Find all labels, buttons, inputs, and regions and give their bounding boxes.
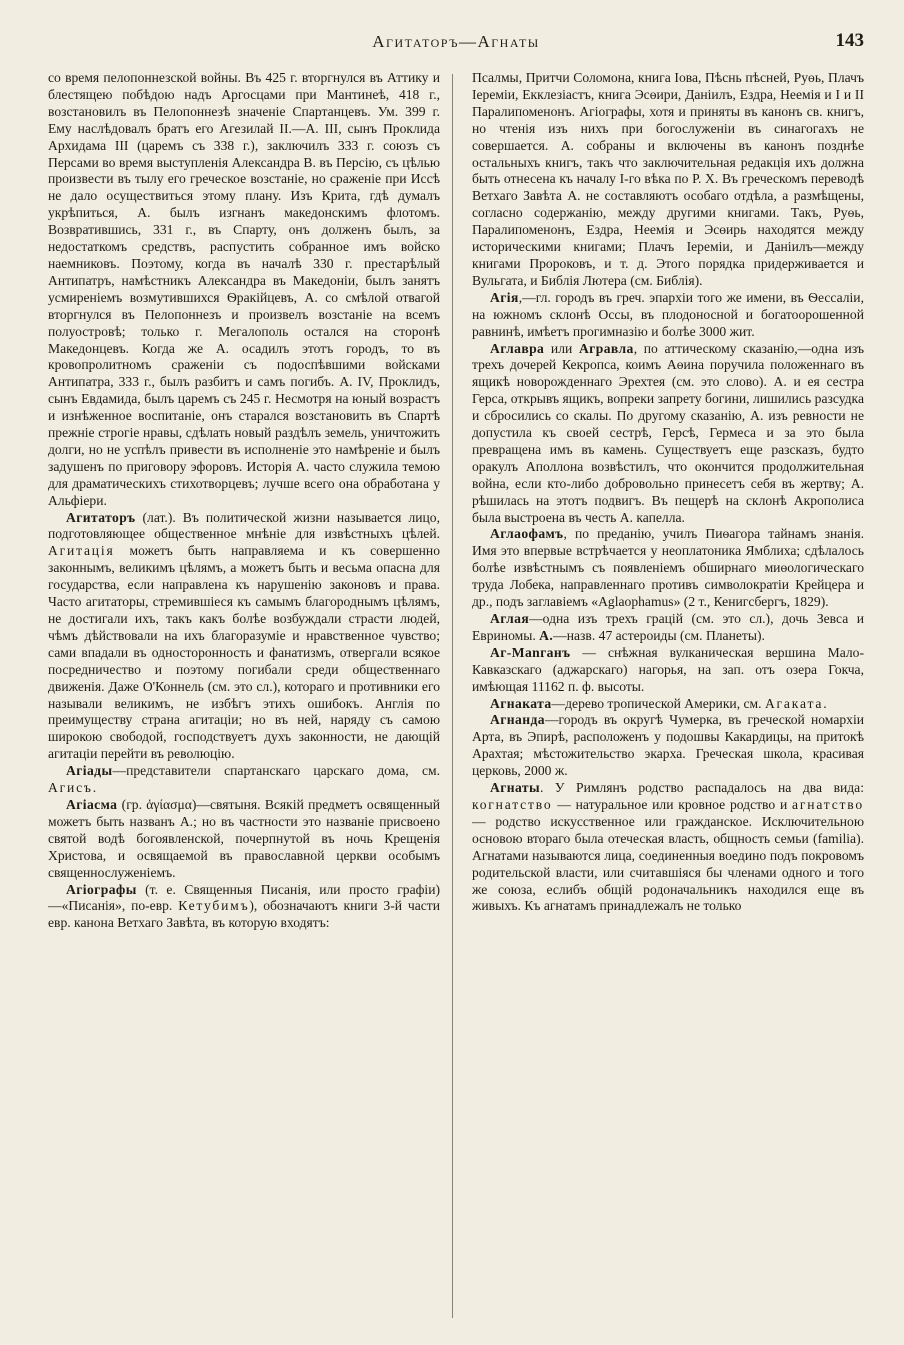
- text-columns: [48, 70, 864, 1320]
- entry-headword: Агія: [490, 289, 519, 305]
- entry-headword: Агнанда: [490, 712, 545, 728]
- continued-paragraph: Псалмы, Притчи Соломона, книга Іова, Пѣснь пѣсней, Руѳь, Плачъ Іереміи, Екклезіастъ, книга Эсѳири, Даніилъ, Ездра, Неемія и I и II Паралипоменонъ. Агіографы, хотя и приняты въ канонъ св. книгъ, но чтенія изъ нихъ при богослуженіи въ синагогахъ не совершается. А. собраны и включены въ канонъ позднѣе остальныхъ книгъ, такъ что заключительная редакція ихъ должна быть отнесена къ началу I-го вѣка по Р. Х. Въ греческомъ переводѣ Ветхаго Завѣта А. не составляютъ особаго отдѣла, а размѣщены, согласно содержанію, между другими книгами. Такъ, Руѳь, Паралипоменонъ, Ездра, Неемія и Эсѳирь находятся между историческими книгами; Плачъ Іереміи, и Даніилъ—между книгами Пророковъ, и т. д. Этого порядка придерживается и Вульгата, и Библія Лютера (см. Библія).: [472, 70, 864, 288]
- abbreviation: А.: [539, 627, 554, 643]
- entry-aglavra: Аглавра или Агравла, по аттическому сказанію,—одна изъ трехъ дочерей Кекропса, коимъ Аѳина поручила положеннаго въ ящикѣ новорожденнаго Эрехтея (см. это слово). А. и ея сестра Герса, открывъ ящикъ, вопреки запрету богини, лишились разсудка и сбросились со скалы. По другому сказанію, А. изъ ревности не допустила къ своей сестрѣ, Герсѣ, Гермеса и за это была превращена имъ въ камень. Существуетъ еще разсказъ, будто оракулъ Аполлона возвѣстилъ, что окончится продолжительная война, если кто-либо добровольно принесетъ себя въ жертву; А. рѣшилась на этотъ подвигъ. Въ пещерѣ на склонѣ Акрополиса была выстроена въ честь А. капелла.: [472, 340, 864, 525]
- entry-agiasma: Агіасма (гр. ἁγίασμα)—святыня. Всякій предметъ освященный можетъ быть названъ А.; но въ частности это названіе присвоено святой водѣ богоявленской, почерпнутой въ ночь Крещенія Христова, и освящаемой въ православной церкви особымъ священнослуженіемъ.: [48, 796, 440, 880]
- running-head: Агитаторъ—Агнаты: [372, 32, 540, 51]
- entry-agnaty: Агнаты. У Римлянъ родство распадалось на два вида: когнатство — натуральное или кровное родство и агнатство — родство искусственное или гражданское. Исключительною основою втораго была отеческая власть, общность семьи (familia). Агнатами называются лица, соединенныя воедино подъ покровомъ родительской власти, или считавшіяся бы членами одного и того же союза, еслибъ общій родоначальникъ находился еще въ живыхъ. Къ агнатамъ принадлежалъ не только: [472, 780, 864, 914]
- entry-agnanda: Агнанда—городъ въ округѣ Чумерка, въ греческой номархіи Арта, въ Эпирѣ, расположенъ у подошвы Какардицы, на притокѣ Арахтая; мѣстожительство экарха. Греческая школа, красивая церковь, 2000 ж.: [472, 712, 864, 779]
- entry-agiografy: Агіографы (т. е. Священныя Писанія, или просто графіи)—«Писанія», по-евр. Кетубимъ), обозначаютъ книги 3-й части евр. канона Ветхаго Завѣта, въ которую входятъ:: [48, 881, 440, 931]
- entry-agnakata: Агнаката—дерево тропической Америки, см. Агаката.: [490, 695, 827, 711]
- entry-headword: Агитаторъ: [66, 509, 136, 525]
- page-number: 143: [835, 30, 864, 51]
- entry-headword: Агіографы: [66, 881, 137, 897]
- entry-agiya: Агія,—гл. городъ въ греч. эпархіи того же имени, въ Ѳессаліи, на южномъ склонѣ Оссы, въ плодоносной и богатоорошенной равнинѣ, имѣетъ прогимназію и болѣе 3000 жит.: [472, 289, 864, 339]
- entry-aglaya: Аглая—одна изъ трехъ грацій (см. это сл.), дочь Зевса и Евриномы. А.—назв. 47 астероиды (см. Планеты).: [472, 611, 864, 643]
- cross-reference: Агаката: [764, 695, 824, 711]
- spaced-term: агнатство: [792, 796, 864, 812]
- continued-paragraph: со время пелопоннезской войны. Въ 425 г. вторгнулся въ Аттику и блестящею побѣдою надъ Аргосцами при Мантинеѣ, 418 г., возстановилъ въ Пелопоннезѣ значеніе Спартанцевъ. Ум. 399 г. Ему наслѣдовалъ братъ его Агезилай II.—А. III, сынъ Проклида Архидама III (царемъ съ 338 г.), заключилъ 333 г. союзъ съ Персами во время выступленія Александра В. въ Персію, съ цѣлью произвести въ тылу его греческое возстаніе, но сраженіе при Иссѣ не дало осуществиться этому плану. Изъ Крита, гдѣ думалъ укрѣпиться, А. былъ изгнанъ македонскимъ флотомъ. Возвратившись, 331 г., въ Спарту, онъ долженъ былъ, за недостаткомъ средствъ, распустить собранное имъ войско наемниковъ. Поэтому, когда въ началѣ 330 г. престарѣлый Антипатръ, намѣстникъ Александра въ Македоніи, былъ занятъ усмиреніемъ возмутившихся Ѳракійцевъ, А. со смѣлой отвагой вторгнулся въ Пелопоннезъ и произвелъ возстаніе на всемъ полуостровѣ; только г. Мегалополь остался на сторонѣ Македонцевъ. Когда же А. осадилъ этотъ городъ, то въ кровопролитномъ сраженіи съ подоспѣвшими войсками Антипатра, 333 г., былъ разбитъ и самъ погибъ. А. IV, Проклидъ, сынъ Евдамида, былъ царемъ съ 245 г. Несмотря на юный возрастъ и изнѣженное воспитаніе, онъ старался возстановить въ Спартѣ прежніе строгіе нравы, сдѣлать новый раздѣлъ земель, уничтожить долги, но не успѣлъ привести въ исполненіе это намѣреніе и былъ задушенъ по приговору эфоровъ. Исторія А. часто служила темою для драматическихъ стихотворцевъ; лучше всего она обработана у Альфіери.: [48, 70, 440, 508]
- entry-agmangan: Аг-Мanганъ — снѣжная вулканическая вершина Мало-Кавказскаго (аджарскаго) нагорья, на зап. отъ озера Гокча, имѣющая 11162 п. ф. высоты.: [472, 644, 864, 694]
- entry-headword-alt: Агравла: [578, 340, 634, 356]
- entry-headword: Аглаофамъ: [490, 526, 564, 542]
- left-column: [48, 70, 440, 1320]
- entry-headword: Агіады: [66, 763, 113, 779]
- entry-agiady: Агіады—представители спартанскаго царскаго дома, см. Агисъ.: [48, 763, 440, 796]
- entry-headword: Агнаката: [490, 695, 552, 711]
- entry-headword: Агнаты: [490, 780, 540, 796]
- right-column: [472, 70, 864, 1320]
- entry-agitator: Агитаторъ (лат.). Въ политической жизни называется лицо, подготовляющее общественное мнѣніе для извѣстныхъ цѣлей. Агитація можетъ быть направляема и къ совершенно законнымъ, великимъ цѣлямъ, а можетъ быть и весьма опасна для государства, если направлена къ нарушенію законовъ и права. Часто агитаторы, стремившіеся къ самымъ благороднымъ цѣлямъ, не достигали ихъ, такъ какъ болѣе возбуждали страсти людей, чѣмъ дѣйствовали на ихъ благоразуміе и нравственное чувство; сами впадали въ односторонность и фанатизмъ, отвергали всякое посредничество и поэтому погибали среди общественнаго движенія. Даже О'Коннель (см. это сл.), котораго и противники его называли великимъ, не избѣгъ этихъ ошибокъ. Англія по преимуществу страна агитаціи; но въ ней, наряду съ самою широкою свободой, господствуетъ духъ законности, не дающій агитаціи перейти въ революцію.: [48, 509, 440, 762]
- entry-headword: Аг-Мanганъ: [490, 644, 571, 660]
- page-header: [48, 30, 864, 64]
- entry-headword: Аглавра: [490, 340, 545, 356]
- entry-headword: Аглая: [490, 611, 530, 626]
- entry-headword: Агіасма: [66, 796, 118, 812]
- spaced-term: Кетубимъ: [178, 898, 250, 914]
- spaced-term: когнатство: [472, 796, 553, 812]
- entry-aglaofam: Аглаофамъ, по преданію, училъ Пиѳагора тайнамъ знанія. Имя это впервые встрѣчается у неоплатоника Ямблиха; сдѣлалось болѣе извѣстнымъ съ появленіемъ обширнаго миѳологическаго труда Лобека, направленнаго противъ символократіи Крейцера и др., подъ заглавіемъ «Aglaophamus» (2 т., Кенигсбергъ, 1829).: [472, 526, 864, 610]
- spaced-term: Агитація: [48, 543, 115, 559]
- cross-reference: Агисъ: [48, 780, 93, 796]
